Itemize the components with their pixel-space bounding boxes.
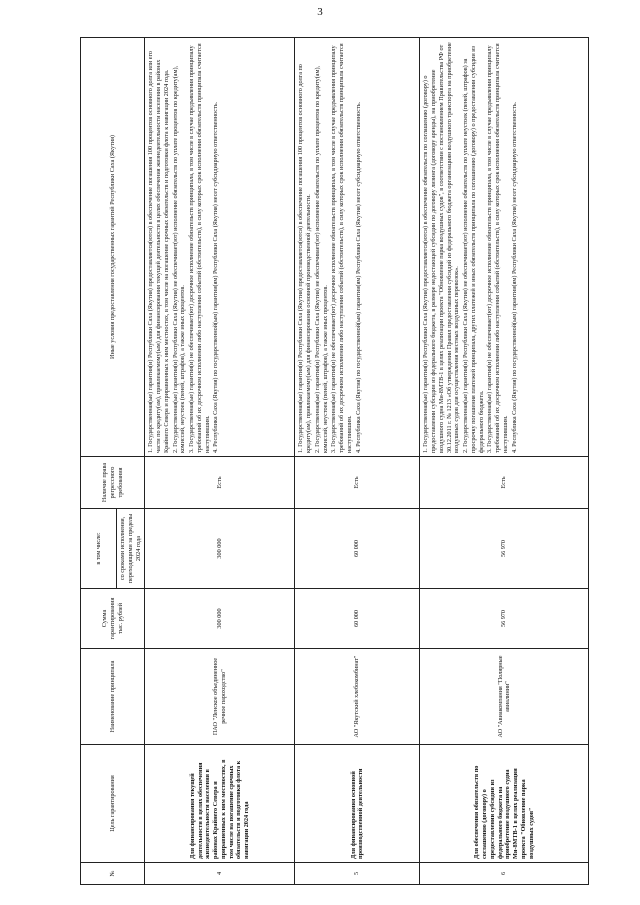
row-principal: ПАО "Ленское объединенное речное пароходство" (145, 649, 295, 745)
condition-item: 2. Государственная(ые) гарантия(и) Республики Саха (Якутия) не обеспечивает(ют) исполнение обязательств по уплате процентов по кредиту(ам), комиссий, неустоек (пеней, штрафов), а также иных процентов. (313, 65, 329, 453)
table-row (295, 38, 420, 885)
guarantees-table (80, 37, 589, 885)
condition-item: 2. Государственная(ые) гарантия(и) Республики Саха (Якутия) не обеспечивает(ют) исполнение обязательств по уплате процентов по кредиту(ам), комиссий, неустоек (пеней, штрафов), а также иных процентов. (171, 65, 187, 453)
row-goal: Для финансирования основной производственной деятельности (295, 745, 420, 863)
row-number: 5 (295, 863, 420, 885)
header-including: в том числе: (81, 509, 117, 589)
row-regress: Есть (145, 457, 295, 509)
header-goal: Цель гарантирования (81, 745, 145, 863)
table-row (145, 38, 295, 885)
condition-item: 4. Республика Саха (Якутия) по государственной(ым) гарантии(ям) Республики Саха (Якутия) несет субсидиарную ответственность. (354, 101, 362, 453)
row-goal: Для обеспечения обязательств по соглашению (договору) о предоставлении субсидии из федерального бюджета на приобретение воздушного судна Ми-8МТВ-1 в целях реализации проекта "Обновление парка воздушных судов" (420, 745, 589, 863)
header-regress: Наличие права регрессного требования (81, 457, 145, 509)
row-amount: 60 000 (295, 589, 420, 649)
condition-item: 4. Республика Саха (Якутия) по государственной(ым) гарантии(ям) Республики Саха (Якутия) несет субсидиарную ответственность. (510, 101, 518, 453)
condition-item: 3. Государственная(ые) гарантия(и) не обеспечивает(ют) досрочное исполнение обязательств принципала, в том числе в случае предъявления принципалу требований об их досрочном исполнении либо наступления событий (обстоятельств), в силу которых срок исполнения обязательств принципала считается наступившим. (188, 43, 211, 453)
row-term-part: 60 000 (295, 509, 420, 589)
condition-item: 1. Государственная(ые) гарантия(и) Республики Саха (Якутия) предоставляется(ются) в обеспечение погашения 100 процентов основного долга по кредиту(ам), привлекаемому(ым) для финансирования основной производственной деятельности. (297, 64, 312, 453)
rotated-table-container (80, 38, 580, 885)
row-amount: 56 970 (420, 589, 589, 649)
condition-item: 4. Республика Саха (Якутия) по государственной(ым) гарантии(ям) Республики Саха (Якутия) несет субсидиарную ответственность. (212, 101, 220, 453)
row-conditions (295, 38, 420, 457)
row-conditions (420, 38, 589, 457)
condition-item: 3. Государственная(ые) гарантия(и) не обеспечивает(ют) досрочное исполнение обязательств принципала, в том числе в случае предъявления принципалу требований об их досрочном исполнении либо наступления событий (обстоятельств), в силу которых срок исполнения обязательств принципала считается наступившим. (486, 43, 509, 453)
row-term-part: 300 000 (145, 509, 295, 589)
condition-item: 1. Государственная(ые) гарантия(и) Республики Саха (Якутия) предоставляется(ются) в обеспечение погашения 100 процентов основного долга или его части по кредиту(ам), привлекаемому(ым) для финансирования текущей деятельности в целях обеспечения жизнедеятельности населения в районах Крайнего Севера и приравненных к ним местностях, в том числе на погашение срочных обязательств и подготовки флота к навигации 2024 года. (147, 51, 170, 453)
header-amount: Сумма гарантирования тыс. рублей (81, 589, 145, 649)
row-conditions (145, 38, 295, 457)
row-term-part: 56 970 (420, 509, 589, 589)
page-number: 3 (317, 6, 323, 18)
header-no: № (81, 863, 145, 885)
condition-item: 1. Государственная(ые) гарантия(и) Республики Саха (Якутия) предоставляется(ются) в обеспечение обязательств по соглашению (договору) о предоставлении субсидии из федерального бюджета, в размере недостающей субсидии по договору лизинга (договору аренды), на приобретение воздушного судна Ми-8МТВ-1 в целях реализации проекта "Обновление парка воздушных судов", в соответствии с постановлением Правительства РФ от 30.12.2011 г. № 1213 «Об утверждении Правил предоставления субсидий из федерального бюджета организациям воздушного транспорта на приобретение воздушных судов для осуществления местных воздушных перевозок». (422, 42, 461, 453)
row-number: 6 (420, 863, 589, 885)
row-number: 4 (145, 863, 295, 885)
header-conditions: Иные условия предоставления государственных гарантий Республики Саха (Якутия) (81, 38, 145, 457)
condition-item: 2. Государственная(ые) гарантия(и) Республики Саха (Якутия) не обеспечивает(ют) исполнение обязательств по уплате неустоек (пеней, штрафов) за просрочку погашения платежей принципала, других платежей и иных обязательств принципала по соглашению (договору) о предоставлении субсидии из федерального бюджета. (462, 46, 485, 453)
row-regress: Есть (420, 457, 589, 509)
row-principal: АО "Авиакомпания "Полярные авиалинии" (420, 649, 589, 745)
row-goal: Для финансирования текущей деятельности в целях обеспечения жизнедеятельности населения в районах Крайнего Севера и приравненных к ним местностях, в том числе на погашение срочных обязательств и подготовки флота к навигации 2024 года (145, 745, 295, 863)
header-principal: Наименование принципала (81, 649, 145, 745)
row-amount: 300 000 (145, 589, 295, 649)
table-row (420, 38, 589, 885)
row-principal: АО "Якутский хлебокомбинат" (295, 649, 420, 745)
row-regress: Есть (295, 457, 420, 509)
condition-item: 3. Государственная(ые) гарантия(и) не обеспечивает(ют) досрочное исполнение обязательств принципала, в том числе в случае предъявления принципалу требований об их досрочном исполнении либо наступления событий (обстоятельств), в силу которых срок исполнения обязательств принципала считается наступившим. (330, 43, 353, 453)
header-term-part: со сроками исполнения, переходящими за пределы 2024 года (117, 509, 145, 589)
